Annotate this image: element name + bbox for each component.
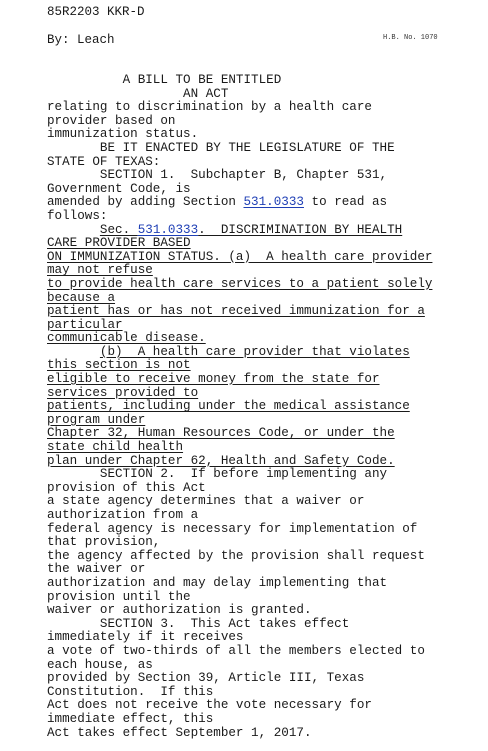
text-line: [47, 305, 487, 319]
inserted-text: eligible to receive money from the state for: [47, 372, 380, 387]
line-text: that provision,: [47, 535, 161, 550]
text-line: [47, 455, 487, 469]
text-line: [47, 495, 487, 509]
text-line: [47, 427, 487, 441]
text-line: [47, 618, 487, 632]
line-text: Government Code, is: [47, 181, 191, 196]
inserted-text: patients, including under the medical assistance: [47, 399, 410, 414]
text-line: [47, 631, 487, 645]
text-line: [47, 550, 487, 564]
line-text: A BILL TO BE ENTITLED: [47, 73, 282, 87]
line-text: provision until the: [47, 589, 191, 604]
text-line: [47, 414, 487, 428]
text-line: [47, 441, 487, 455]
text-line: [47, 482, 487, 496]
text-line: [47, 251, 487, 265]
text-line: [47, 183, 487, 197]
section-link[interactable]: 531.0333: [137, 222, 199, 237]
inserted-text: Chapter 32, Human Resources Code, or under the: [47, 426, 395, 441]
text-line: [47, 523, 487, 537]
line-text: provider based on: [47, 113, 176, 128]
text-line: [47, 237, 487, 251]
line-text: AN ACT: [47, 86, 229, 101]
line-text: provision of this Act: [47, 480, 206, 495]
inserted-text: patient has or has not received immunization for a: [47, 304, 425, 319]
line-text: the agency affected by the provision shall request: [47, 548, 425, 563]
line-text: a state agency determines that a waiver or: [47, 494, 365, 509]
text-line: [47, 169, 487, 183]
text-line: [47, 387, 487, 401]
text-line: [47, 509, 487, 523]
inserted-text: particular: [47, 317, 123, 332]
inserted-text: state child health: [47, 440, 184, 455]
text-line: [47, 196, 487, 210]
line-text: amended by adding Section: [47, 195, 244, 210]
bill-number: H.B. No. 1070: [383, 34, 438, 42]
text-line: [47, 359, 487, 373]
text-line: [47, 699, 487, 713]
line-text: SECTION 3. This Act takes effect: [47, 616, 350, 631]
line-text: Act does not receive the vote necessary for: [47, 698, 372, 713]
text-line: [47, 101, 487, 115]
inserted-text: . DISCRIMINATION BY HEALTH: [198, 222, 403, 237]
line-text: authorization from a: [47, 508, 199, 522]
text-line: [47, 319, 487, 333]
inserted-text: services provided to: [47, 385, 199, 400]
inserted-text: ON IMMUNIZATION STATUS. (a) A health care provider: [47, 249, 433, 264]
line-text: immediately if it receives: [47, 630, 244, 645]
text-line: [47, 128, 487, 142]
text-line: [47, 264, 487, 278]
line-text: [47, 223, 100, 237]
line-text: waiver or authorization is granted.: [47, 603, 312, 618]
bill-author: By: Leach: [47, 33, 115, 47]
document-id: 85R2203 KKR-D: [47, 5, 145, 19]
text-line: [47, 577, 487, 591]
line-text: follows:: [47, 208, 108, 223]
text-line: [47, 115, 487, 129]
text-line: [47, 332, 487, 346]
line-text: [47, 345, 100, 359]
line-text: relating to discrimination by a health care: [47, 100, 372, 115]
line-text: immunization status.: [47, 127, 199, 142]
line-text: authorization and may delay implementing that: [47, 575, 388, 590]
inserted-text: Sec.: [99, 222, 138, 237]
inserted-text: plan under Chapter 62, Health and Safety Code.: [47, 453, 395, 468]
line-text: Constitution. If this: [47, 684, 214, 699]
line-text: BE IT ENACTED BY THE LEGISLATURE OF THE: [47, 140, 395, 155]
inserted-text: may not refuse: [47, 263, 153, 278]
line-text: federal agency is necessary for implementation of: [47, 521, 418, 536]
text-line: [47, 645, 487, 659]
inserted-text: program under: [47, 412, 146, 427]
text-line: [47, 686, 487, 700]
text-line: [47, 563, 487, 577]
text-line: [47, 210, 487, 224]
bill-text: [47, 74, 487, 740]
inserted-text: (b) A health care provider that violates: [99, 344, 410, 359]
section-link[interactable]: 531.0333: [243, 195, 304, 210]
text-line: [47, 74, 487, 88]
text-line: [47, 536, 487, 550]
text-line: [47, 713, 487, 727]
line-text: a vote of two-thirds of all the members elected to: [47, 643, 425, 658]
text-line: [47, 224, 487, 238]
text-line: [47, 292, 487, 306]
line-text: each house, as: [47, 657, 153, 672]
text-line: [47, 400, 487, 414]
inserted-text: because a: [47, 290, 116, 305]
text-line: [47, 278, 487, 292]
line-text: provided by Section 39, Article III, Texas: [47, 671, 365, 686]
line-text: SECTION 1. Subchapter B, Chapter 531,: [47, 168, 388, 183]
line-text: to read as: [303, 195, 388, 210]
line-text: SECTION 2. If before implementing any: [47, 467, 388, 482]
line-text: the waiver or: [47, 562, 146, 577]
text-line: [47, 604, 487, 618]
text-line: [47, 591, 487, 605]
inserted-text: to provide health care services to a patient solely: [47, 276, 433, 291]
text-line: [47, 468, 487, 482]
text-line: [47, 659, 487, 673]
inserted-text: this section is not: [47, 358, 191, 373]
text-line: [47, 88, 487, 102]
line-text: immediate effect, this: [47, 711, 214, 726]
text-line: [47, 346, 487, 360]
inserted-text: CARE PROVIDER BASED: [47, 236, 191, 251]
text-line: [47, 156, 487, 170]
text-line: [47, 727, 487, 741]
inserted-text: communicable disease.: [47, 331, 206, 346]
text-line: [47, 672, 487, 686]
text-line: [47, 142, 487, 156]
line-text: Act takes effect September 1, 2017.: [47, 725, 312, 740]
text-line: [47, 373, 487, 387]
line-text: STATE OF TEXAS:: [47, 154, 161, 169]
